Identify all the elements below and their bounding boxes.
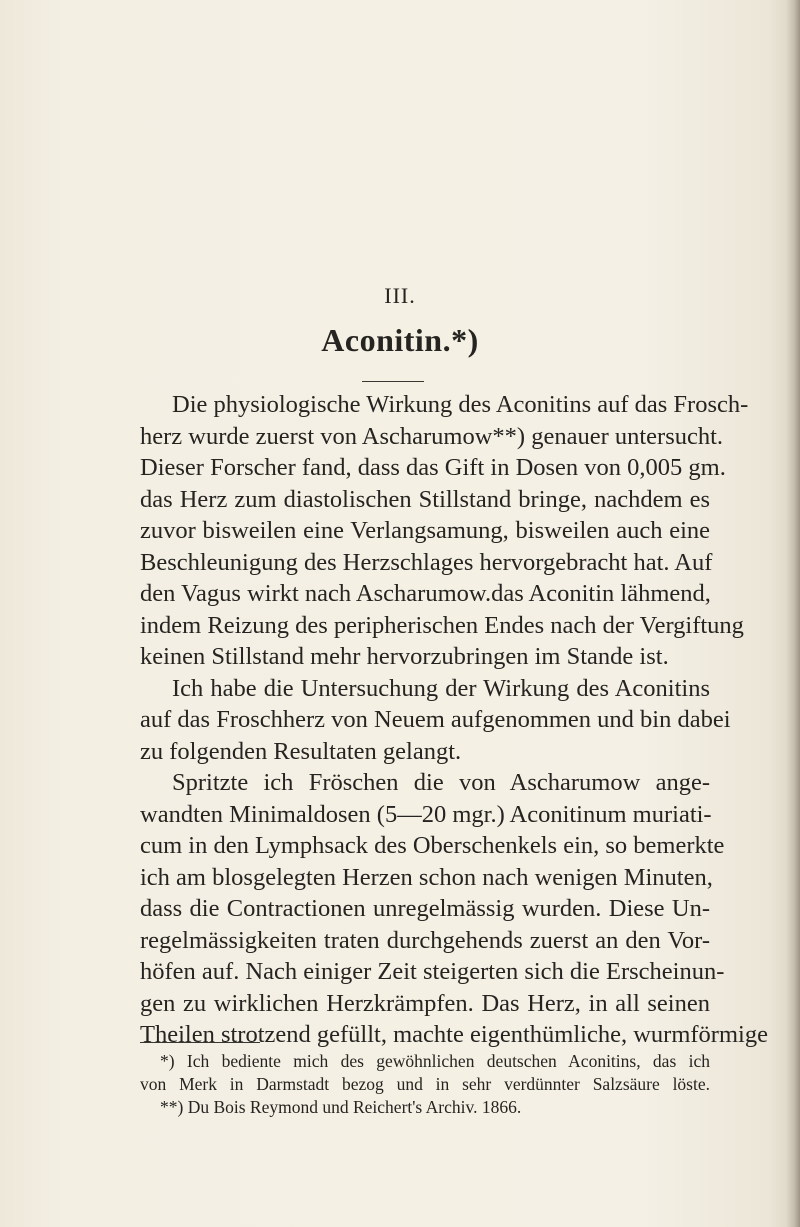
title-rule bbox=[362, 381, 424, 382]
body-line: Dieser Forscher fand, dass das Gift in Dosen von 0,005 gm. bbox=[140, 454, 726, 481]
body-line: den Vagus wirkt nach Ascharumow.das Aconitin lähmend, bbox=[140, 580, 711, 607]
body-text bbox=[140, 389, 768, 1051]
chapter-title: Aconitin.*) bbox=[321, 322, 479, 358]
body-line: cum in den Lymphsack des Oberschenkels ein, so bemerkte bbox=[140, 832, 725, 859]
footnote-line: von Merk in Darmstadt bezog und in sehr verdünnter Salzsäure löste. bbox=[140, 1074, 710, 1094]
footnote-line: **) Du Bois Reymond und Reichert's Archiv. 1866. bbox=[160, 1097, 522, 1117]
footnote-line: *) Ich bediente mich des gewöhnlichen deutschen Aconitins, das ich bbox=[160, 1051, 710, 1071]
body-line: herz wurde zuerst von Ascharumow**) genauer untersucht. bbox=[140, 422, 724, 450]
body-line: das Herz zum diastolischen Stillstand bringe, nachdem es bbox=[140, 485, 710, 513]
chapter-number: III. bbox=[384, 283, 416, 308]
body-line: Die physiologische Wirkung des Aconitins auf das Frosch- bbox=[172, 391, 749, 418]
body-line: dass die Contractionen unregelmässig wurden. Diese Un- bbox=[140, 895, 710, 922]
body-line: Ich habe die Untersuchung der Wirkung des Aconitins bbox=[172, 674, 710, 702]
body-line: keinen Stillstand mehr hervorzubringen im Stande ist. bbox=[140, 643, 669, 670]
body-line: höfen auf. Nach einiger Zeit steigerten sich die Erscheinun- bbox=[140, 958, 725, 985]
body-line: gen zu wirklichen Herzkrämpfen. Das Herz, in all seinen bbox=[140, 989, 710, 1017]
body-line: zu folgenden Resultaten gelangt. bbox=[140, 737, 462, 765]
body-line: Spritzte ich Fröschen die von Ascharumow ange- bbox=[172, 769, 710, 796]
body-line: indem Reizung des peripherischen Endes nach der Vergiftung bbox=[140, 611, 744, 639]
body-line: zuvor bisweilen eine Verlangsamung, bisweilen auch eine bbox=[140, 517, 710, 544]
body-line: Beschleunigung des Herzschlages hervorgebracht hat. Auf bbox=[140, 548, 713, 576]
body-line: auf das Froschherz von Neuem aufgenommen und bin dabei bbox=[140, 706, 731, 733]
body-line: wandten Minimaldosen (5—20 mgr.) Aconitinum muriati- bbox=[140, 800, 712, 828]
body-line: ich am blosgelegten Herzen schon nach wenigen Minuten, bbox=[140, 863, 713, 891]
footnote-rule bbox=[140, 1042, 260, 1043]
footnotes bbox=[140, 1050, 710, 1119]
page-edge-shadow bbox=[786, 0, 800, 1227]
body-line: regelmässigkeiten traten durchgehends zuerst an den Vor- bbox=[140, 926, 710, 954]
body-line: Theilen strotzend gefüllt, machte eigenthümliche, wurmförmige bbox=[140, 1021, 768, 1048]
